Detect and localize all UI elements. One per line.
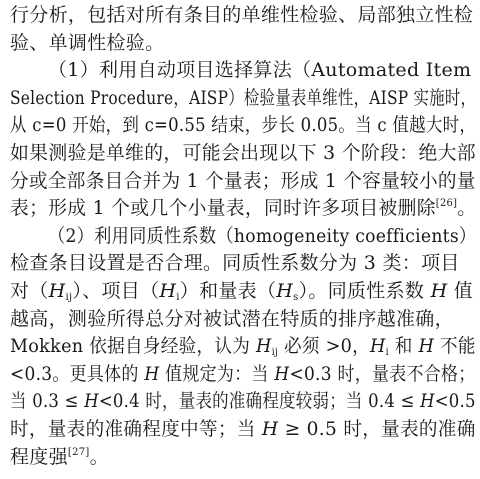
symbol-h: H (369, 335, 386, 358)
text-line: 从 c=0 开始，到 c=0.55 结束，步长 0.05。当 c 值越大时， (10, 114, 477, 137)
text-line (10, 361, 476, 387)
text-line: 验、单调性检验。 (10, 31, 165, 54)
line-text: ）和量表（ (179, 280, 277, 302)
text-line (10, 416, 476, 442)
line-text: Mokken 依据自身经验，认为 (10, 335, 251, 358)
symbol-h: H (261, 418, 279, 440)
line-text: 时，量表的准确程度中等；当 (10, 418, 256, 440)
text-line: （1）利用自动项目选择算法（Automated Item (48, 59, 472, 82)
line-end: 。 (89, 445, 109, 468)
citation-ref: [26] (435, 198, 458, 210)
symbol-h: H (430, 280, 448, 302)
subscript-ij: ij (271, 347, 279, 359)
line-text: 值规定为：当 (165, 362, 269, 385)
text-line: 检查条目设置是否合理。同质性系数分为 3 类：项目 (10, 252, 460, 275)
line-text: 值 (453, 280, 474, 302)
text-line: （2）利用同质性系数（homogeneity coefficients） (48, 224, 477, 247)
line-text: <0.4 时，量表的准确程度较弱；当 0.4 ≤ (98, 390, 415, 413)
symbol-h: H (276, 280, 294, 302)
line-text: <0.3 时，量表不合格； (289, 362, 476, 385)
subscript-ij: ij (65, 292, 73, 303)
text-line (10, 195, 476, 221)
symbol-h: H (420, 390, 435, 413)
line-text: 程度强 (10, 445, 68, 468)
line-text: <0.3。更具体的 (10, 362, 139, 385)
text-line: 如果测验是单维的，可能会出现以下 3 个阶段：绝大部 (10, 142, 476, 164)
subscript-s: s (293, 292, 299, 303)
text-line (10, 444, 109, 470)
text-line: 越高，测验所得总分对被试潜在特质的排序越准确， (10, 307, 454, 330)
text-line: 行分析，包括对所有条目的单维性检验、局部独立性检 (10, 4, 474, 26)
line-text: 和 (394, 335, 413, 358)
text-line: 分或全部条目合并为 1 个量表；形成 1 个容量较小的量 (10, 169, 476, 192)
symbol-h: H (274, 362, 290, 385)
line-text: <0.5 (434, 390, 476, 413)
text-line (10, 333, 476, 359)
text-line (10, 278, 473, 304)
symbol-h: H (144, 362, 160, 385)
text-line (10, 388, 476, 414)
citation-ref: [27] (67, 446, 90, 458)
symbol-h: H (159, 280, 177, 302)
symbol-h: H (418, 335, 435, 358)
line-end: 。 (457, 197, 477, 220)
line-text: 表；形成 1 个或几个小量表，同时许多项目被删除 (10, 197, 436, 220)
symbol-h: H (48, 280, 66, 302)
line-text: 不能 (440, 335, 476, 358)
symbol-h: H (84, 390, 99, 413)
text-line: Selection Procedure，AISP）检验量表单维性，AISP 实施时， (10, 86, 477, 109)
line-text: 对（ (10, 280, 49, 302)
line-text: ）。同质性系数 (298, 280, 425, 302)
symbol-h: H (256, 335, 272, 358)
subscript-i: i (176, 292, 180, 303)
line-text: ）、项目（ (72, 280, 160, 302)
subscript-i: i (385, 347, 389, 359)
line-text: 必须 >0， (283, 335, 370, 358)
line-text: ≥ 0.5 时，量表的准确 (284, 418, 476, 440)
line-text: 当 0.3 ≤ (10, 390, 79, 413)
